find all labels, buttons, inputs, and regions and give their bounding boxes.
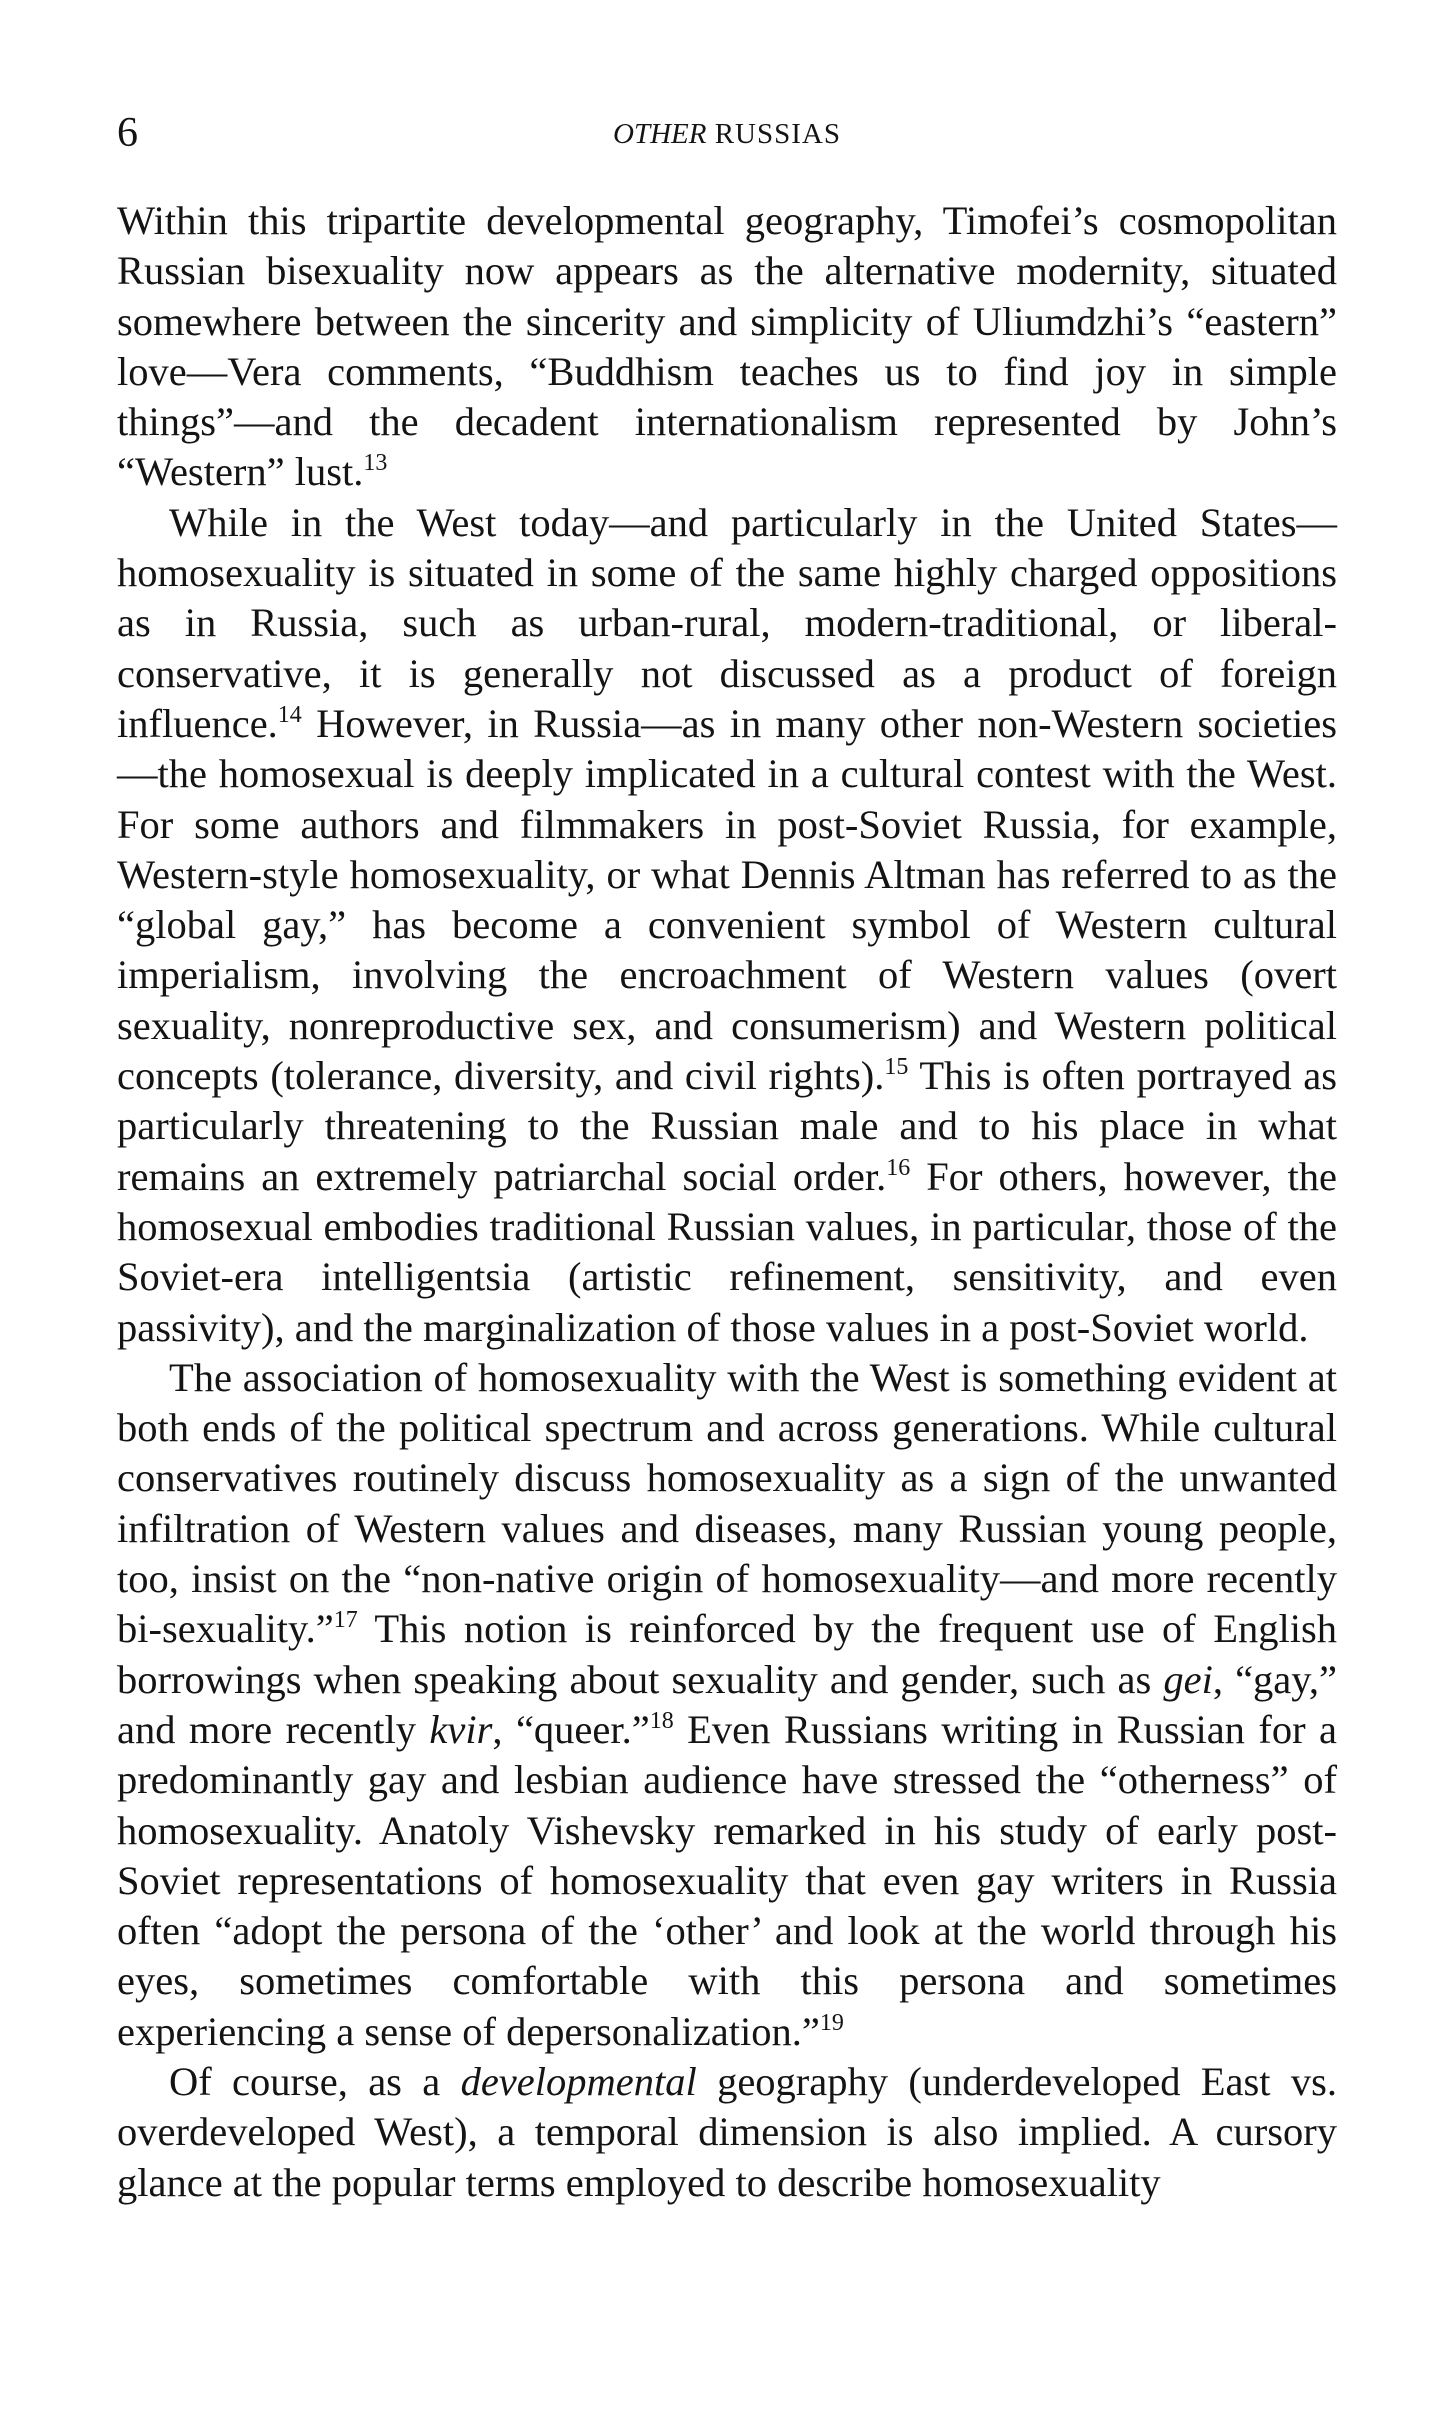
paragraph-text: , “gay,” and more recently <box>117 1656 1337 1752</box>
page-number: 6 <box>117 110 138 156</box>
footnote-ref-17: 17 <box>333 1607 358 1634</box>
paragraph-text: The association of homosexuality with the West is something evident at both ends of the political spectrum and across generations. While cultural conservatives routinely discuss homosexuality as a sign of the unwanted infiltration of Western values and diseases, many Russian young people, too, insist on the “non-native origin of homosexuality—and more recently bi-sexuality.” <box>117 1354 1337 1652</box>
footnote-ref-15: 15 <box>884 1054 909 1081</box>
paragraph-text: While in the West today—and particularly in the United States—homosexuality is situated in some of the same highly charged oppositions as in Russia, such as urban-rural, modern-traditional, or liberal-conservative, it is generally not discussed as a product of foreign influence. <box>117 499 1337 746</box>
paragraph-4 <box>117 2057 1337 2208</box>
footnote-ref-19: 19 <box>819 2009 844 2036</box>
running-title-caps: RUSSIAS <box>714 118 841 150</box>
italic-term-developmental: developmental <box>460 2058 697 2104</box>
running-title <box>117 114 1337 154</box>
paragraph-1 <box>117 196 1337 498</box>
paragraph-text: For others, however, the homosexual embodies traditional Russian values, in particular, those of the Soviet-era intelligentsia (artistic refinement, sensitivity, and even passivity), and the marginalization of those values in a post-Soviet world. <box>117 1153 1337 1350</box>
footnote-ref-18: 18 <box>649 1707 674 1734</box>
paragraph-3 <box>117 1353 1337 2057</box>
footnote-ref-13: 13 <box>363 450 388 477</box>
paragraph-text: Of course, as a <box>169 2058 461 2104</box>
running-head <box>117 108 1337 158</box>
footnote-ref-16: 16 <box>886 1154 911 1181</box>
paragraph-text: However, in Russia—as in many other non-Western societies—the homosexual is deeply implicated in a cultural contest with the West. For some authors and filmmakers in post-Soviet Russia, for example, Western-style homosexuality, or what Dennis Altman has referred to as the “global gay,” has become a convenient symbol of Western cultural imperialism, involving the encroachment of Western values (overt sexuality, nonreproductive sex, and consumerism) and Western political concepts (tolerance, diversity, and civil rights). <box>117 700 1337 1099</box>
italic-term-kvir: kvir <box>429 1706 493 1752</box>
footnote-ref-14: 14 <box>277 701 302 728</box>
paragraph-text: This is often portrayed as particularly threatening to the Russian male and to his place in what remains an extremely patriarchal social order. <box>117 1053 1337 1199</box>
paragraph-text: Within this tripartite developmental geography, Timofei’s cosmopolitan Russian bisexuality now appears as the alternative modernity, situated somewhere between the sincerity and simplicity of Uliumdzhi’s “eastern” love—Vera comments, “Buddhism teaches us to find joy in simple things”—and the decadent internationalism represented by John’s “Western” lust. <box>117 198 1337 495</box>
paragraph-text: , “queer.” <box>492 1706 650 1752</box>
paragraph-2 <box>117 498 1337 1353</box>
paragraph-text: geography (underdeveloped East vs. overdeveloped West), a temporal dimension is also implied. A cursory glance at the popular terms employed to describe homosexuality <box>117 2058 1337 2205</box>
body-text <box>117 196 1337 2208</box>
running-title-italic: OTHER <box>613 118 707 150</box>
paragraph-text: This notion is reinforced by the frequent use of English borrowings when speaking about sexuality and gender, such as <box>117 1606 1337 1702</box>
paragraph-text: Even Russians writing in Russian for a predominantly gay and lesbian audience have stressed the “otherness” of homosexuality. Anatoly Vishevsky remarked in his study of early post-Soviet representations of homosexuality that even gay writers in Russia often “adopt the persona of the ‘other’ and look at the world through his eyes, sometimes comfortable with this persona and sometimes experiencing a sense of depersonalization.” <box>117 1706 1337 2054</box>
italic-term-gei: gei <box>1163 1656 1213 1702</box>
